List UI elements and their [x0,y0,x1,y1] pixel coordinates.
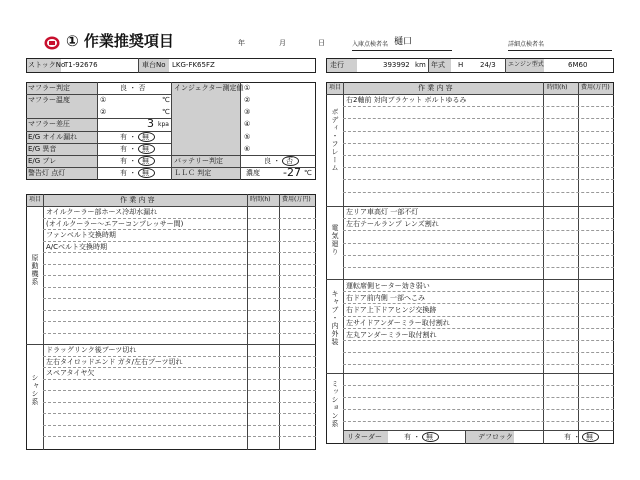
row-rule [343,143,614,144]
mileage-label: 走行 [330,61,344,69]
warning-lamp-label: 警告灯 点灯 [28,169,66,177]
left-col-cost: 費用(万円) [282,196,311,203]
eg-shake-label: E/G ブレ [28,157,57,165]
eg-noise-no: 無 [142,145,149,153]
work-item-text: 右2軸前 対向ブラケット ボルトゆるみ [346,96,467,104]
llc-conc-label: 濃度 [246,169,260,177]
muffler-diff-value: 3 [147,117,154,130]
mileage-value: 393992 [383,61,410,69]
row-rule [343,352,614,353]
date-year-label: 年 [238,39,245,47]
work-item-text: 左リア車高灯 一部不灯 [346,208,419,216]
right-section-electric-label: 電気廻り [331,224,339,256]
work-item-text: ファンベルト交換時期 [46,231,116,239]
row-rule [343,179,614,180]
year-era: H [458,61,464,69]
work-item-text: (オイルクーラー～エアーコンプレッサー間) [46,219,184,228]
work-item-text: 左右タイロッドエンド ガタ/左右ブーツ切れ [46,357,183,366]
injector-label: インジェクター測定値 [174,84,244,92]
injector-num-1: ① [244,84,251,92]
row-rule [343,255,614,256]
row-rule [43,436,316,437]
right-col-time: 時間(h) [547,84,568,91]
logo-icon [44,35,60,49]
row-rule [343,303,614,304]
muffler-temp-label: マフラー温度 [28,96,70,104]
row-rule [43,379,316,380]
row-rule [43,413,316,414]
work-item-text: 左右テールランプ レンズ割れ [346,220,439,229]
row-rule [43,264,316,265]
eg-shake-yes: 有 ・ [120,157,137,165]
work-item-text: 運転席側ヒーター効き弱い [346,282,430,290]
row-rule [343,131,614,132]
date-day-label: 日 [318,39,325,47]
right-col-work: 作 業 内 容 [418,84,453,92]
warning-lamp-no: 無 [142,169,149,177]
injector-num-3: ③ [244,108,251,116]
chassis-label: 車台No [142,61,166,69]
row-rule [43,275,316,276]
row-rule [343,243,614,244]
row-rule [343,397,614,398]
row-rule [43,356,316,357]
page-title: ① 作業推奨項目 [66,32,174,50]
temp-num-2: ② [100,108,107,116]
diff-lock-label: デフロック [478,433,513,441]
right-section-cab-label: キャブ・内外装 [331,290,339,346]
row-rule [343,316,614,317]
row-rule [343,340,614,341]
row-rule [343,267,614,268]
llc-label: ＬＬＣ 判定 [174,169,212,177]
eg-oil-no: 無 [142,133,149,141]
temp-unit-1: ℃ [162,96,170,104]
work-item-text: スペアタイヤ欠 [46,369,95,377]
diff-lock-yes: 有 ・ [564,433,581,441]
row-rule [43,402,316,403]
muffler-diff-unit: kpa [158,121,169,128]
year-value: 24/3 [480,61,496,69]
work-item-text: 右ドア前内側 一部へこみ [346,294,426,303]
row-rule [343,106,614,107]
engine-label: エンジン型式 [508,61,544,68]
row-rule [343,291,614,292]
eg-noise-label: E/G 異音 [28,145,57,153]
row-rule [43,218,316,219]
row-rule [43,321,316,322]
inspector-underline [352,50,452,51]
row-rule [43,241,316,242]
row-rule [43,310,316,311]
temp-unit-2: ℃ [162,108,170,116]
retarder-label: リターダー [347,433,382,441]
battery-good: 良 ・ [264,157,281,165]
eg-noise-yes: 有 ・ [120,145,137,153]
detail-inspector-underline [508,50,612,51]
year-label: 年式 [431,61,445,69]
left-col-work: 作 業 内 容 [120,196,155,204]
eg-oil-yes: 有 ・ [120,133,137,141]
right-work-table [326,82,614,444]
retarder-no: 無 [426,433,433,441]
work-item-text: 右ドア上下ドアヒンジ交換跡 [346,306,437,315]
llc-unit: ℃ [304,169,312,177]
temp-num-1: ① [100,96,107,104]
row-rule [43,333,316,334]
battery-bad: 否 [286,157,293,165]
engine-value: 6M60 [568,61,588,69]
injector-num-5: ⑤ [244,133,251,141]
row-rule [343,328,614,329]
stock-label: ストックNo [28,61,66,69]
left-section-chassis-label: シャシ系 [31,374,39,406]
chassis-value: LKG-FK65FZ [172,61,215,69]
llc-value: -27 [283,166,301,179]
muffler-diff-label: マフラー差圧 [28,120,70,128]
injector-num-4: ④ [244,120,251,128]
work-item-text: 左サイドアンダーミラー取付割れ [346,318,450,327]
date-month-label: 月 [279,39,286,47]
left-col-time: 時間(h) [250,196,271,203]
row-rule [343,364,614,365]
work-item-text: オイルクーラー部ホース冷却水漏れ [46,208,158,216]
right-section-body-label: ボディ・フレーム [331,108,339,172]
diff-lock-no: 無 [586,433,593,441]
work-item-text: A/Cベルト交換時期 [46,242,108,251]
stock-value: T1-92676 [64,61,98,69]
inspector-label: 入庫点検者名 [352,41,389,48]
right-section-mission-label: ミッション系 [331,380,339,428]
row-rule [43,425,316,426]
eg-oil-label: E/G オイル漏れ [28,133,78,141]
right-col-cost: 費用(万円) [581,84,610,91]
row-rule [343,192,614,193]
row-rule [43,287,316,288]
injector-num-6: ⑥ [244,145,251,153]
row-rule [343,167,614,168]
work-item-text: 左丸アンダーミラー取付割れ [346,330,437,339]
row-rule [343,230,614,231]
retarder-yes: 有 ・ [404,433,421,441]
row-rule [43,229,316,230]
inspector-name: 樋口 [394,37,413,47]
right-col-item: 項目 [329,84,342,91]
row-rule [343,421,614,422]
left-col-item: 項目 [29,196,42,203]
row-rule [43,367,316,368]
muffler-judge-value: 良 ・ 否 [120,84,146,92]
row-rule [343,409,614,410]
row-rule [43,298,316,299]
battery-label: バッテリー判定 [174,157,223,165]
muffler-judge-label: マフラー判定 [28,84,70,92]
injector-num-2: ② [244,96,251,104]
warning-lamp-yes: 有 ・ [120,169,137,177]
row-rule [343,385,614,386]
detail-inspector-label: 詳細点検者名 [508,41,545,48]
work-item-text: ドラッグリンク後ブーツ切れ [46,346,137,354]
row-rule [343,155,614,156]
row-rule [43,390,316,391]
mileage-unit: km [415,61,426,69]
eg-shake-no: 無 [142,157,149,165]
row-rule [343,118,614,119]
row-rule [43,252,316,253]
left-section-engine-label: 原動機系 [31,254,39,286]
